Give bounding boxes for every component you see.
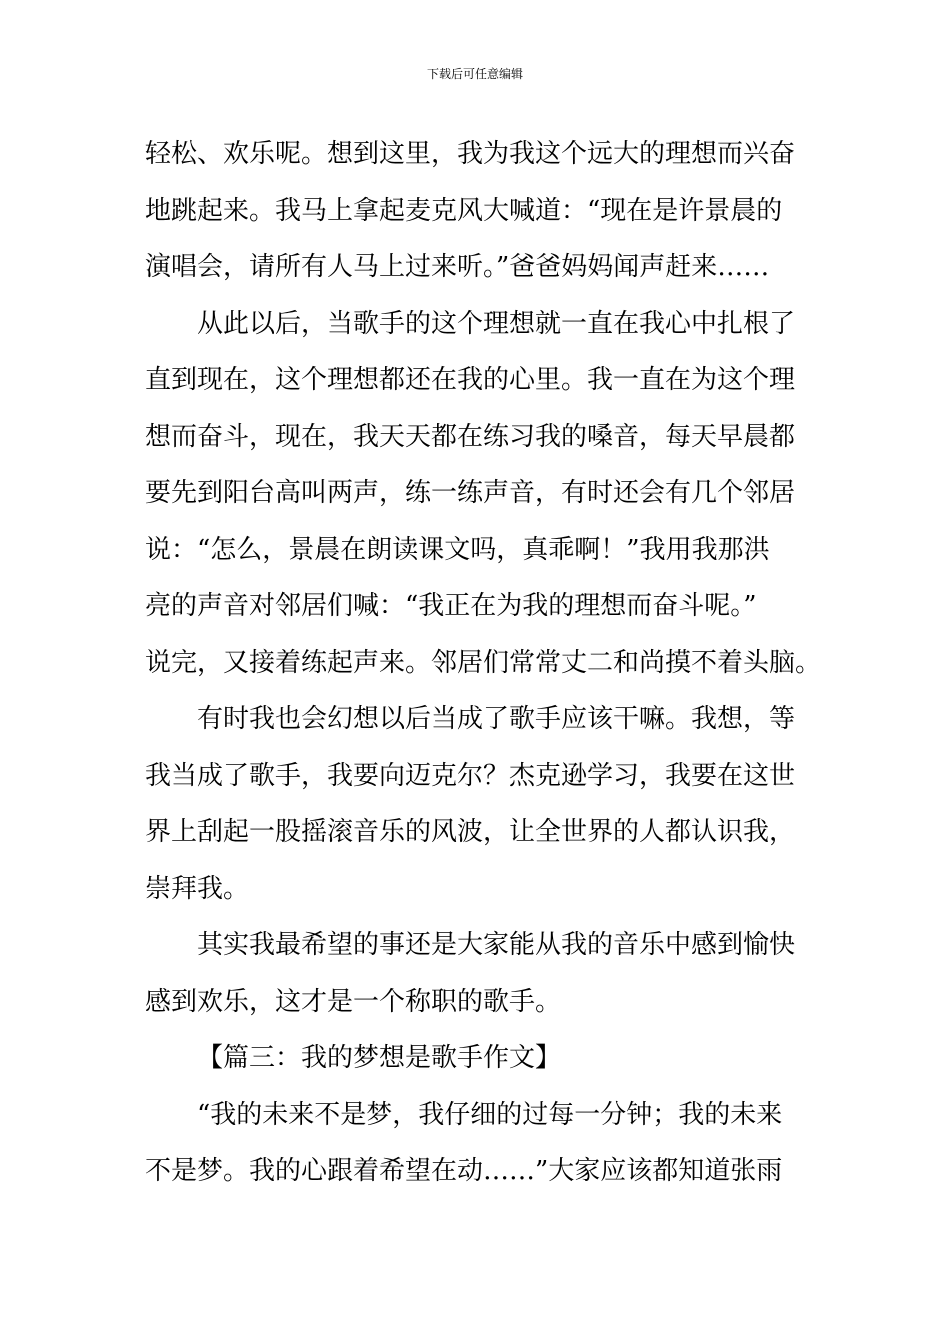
text-line: 演唱会，请所有人马上过来听。”爸爸妈妈闻声赶来…… [145,252,770,282]
paragraph [145,691,809,917]
section-heading [145,1030,809,1087]
text-line: 说：“怎么，景晨在朗读课文吗，真乖啊！”我用我那洪 [145,534,770,565]
text-line: 说完，又接着练起声来。邻居们常常丈二和尚摸不着头脑。 [145,647,822,678]
text-line: 其实我最希望的事还是大家能从我的音乐中感到愉快 [197,930,796,960]
text-line: 界上刮起一股摇滚音乐的风波，让全世界的人都认识我， [145,817,796,847]
text-line: 有时我也会幻想以后当成了歌手应该干嘛。我想，等 [197,704,796,734]
text-line: “我的未来不是梦，我仔细的过每一分钟；我的未来 [197,1099,783,1130]
text-line: 感到欢乐，这才是一个称职的歌手。 [145,986,562,1017]
paragraph [145,296,822,692]
paragraph [145,917,809,1030]
text-line: 要先到阳台高叫两声，练一练声音，有时还会有几个邻居 [145,478,796,508]
text-line: 直到现在，这个理想都还在我的心里。我一直在为这个理 [145,365,796,395]
paragraph [145,126,809,296]
text-line: 地跳起来。我马上拿起麦克风大喊道：“现在是许景晨的 [145,195,783,226]
text-line: 轻松、欢乐呢。想到这里，我为我这个远大的理想而兴奋 [145,139,796,169]
text-line: 从此以后，当歌手的这个理想就一直在我心中扎根了 [197,308,796,339]
text-line: 亮的声音对邻居们喊：“我正在为我的理想而奋斗呢。” [145,591,757,621]
document-body [145,126,822,1200]
section-heading-text: 【篇三：我的梦想是歌手作文】 [197,1043,562,1073]
page-header: 下载后可任意编辑 [426,67,523,81]
paragraph [145,1087,809,1200]
text-line: 崇拜我。 [145,873,250,904]
text-line: 不是梦。我的心跟着希望在动……”大家应该都知道张雨 [145,1156,783,1186]
text-line: 我当成了歌手，我要向迈克尔？杰克逊学习，我要在这世 [145,760,796,791]
text-line: 想而奋斗，现在，我天天都在练习我的嗓音，每天早晨都 [145,421,796,452]
